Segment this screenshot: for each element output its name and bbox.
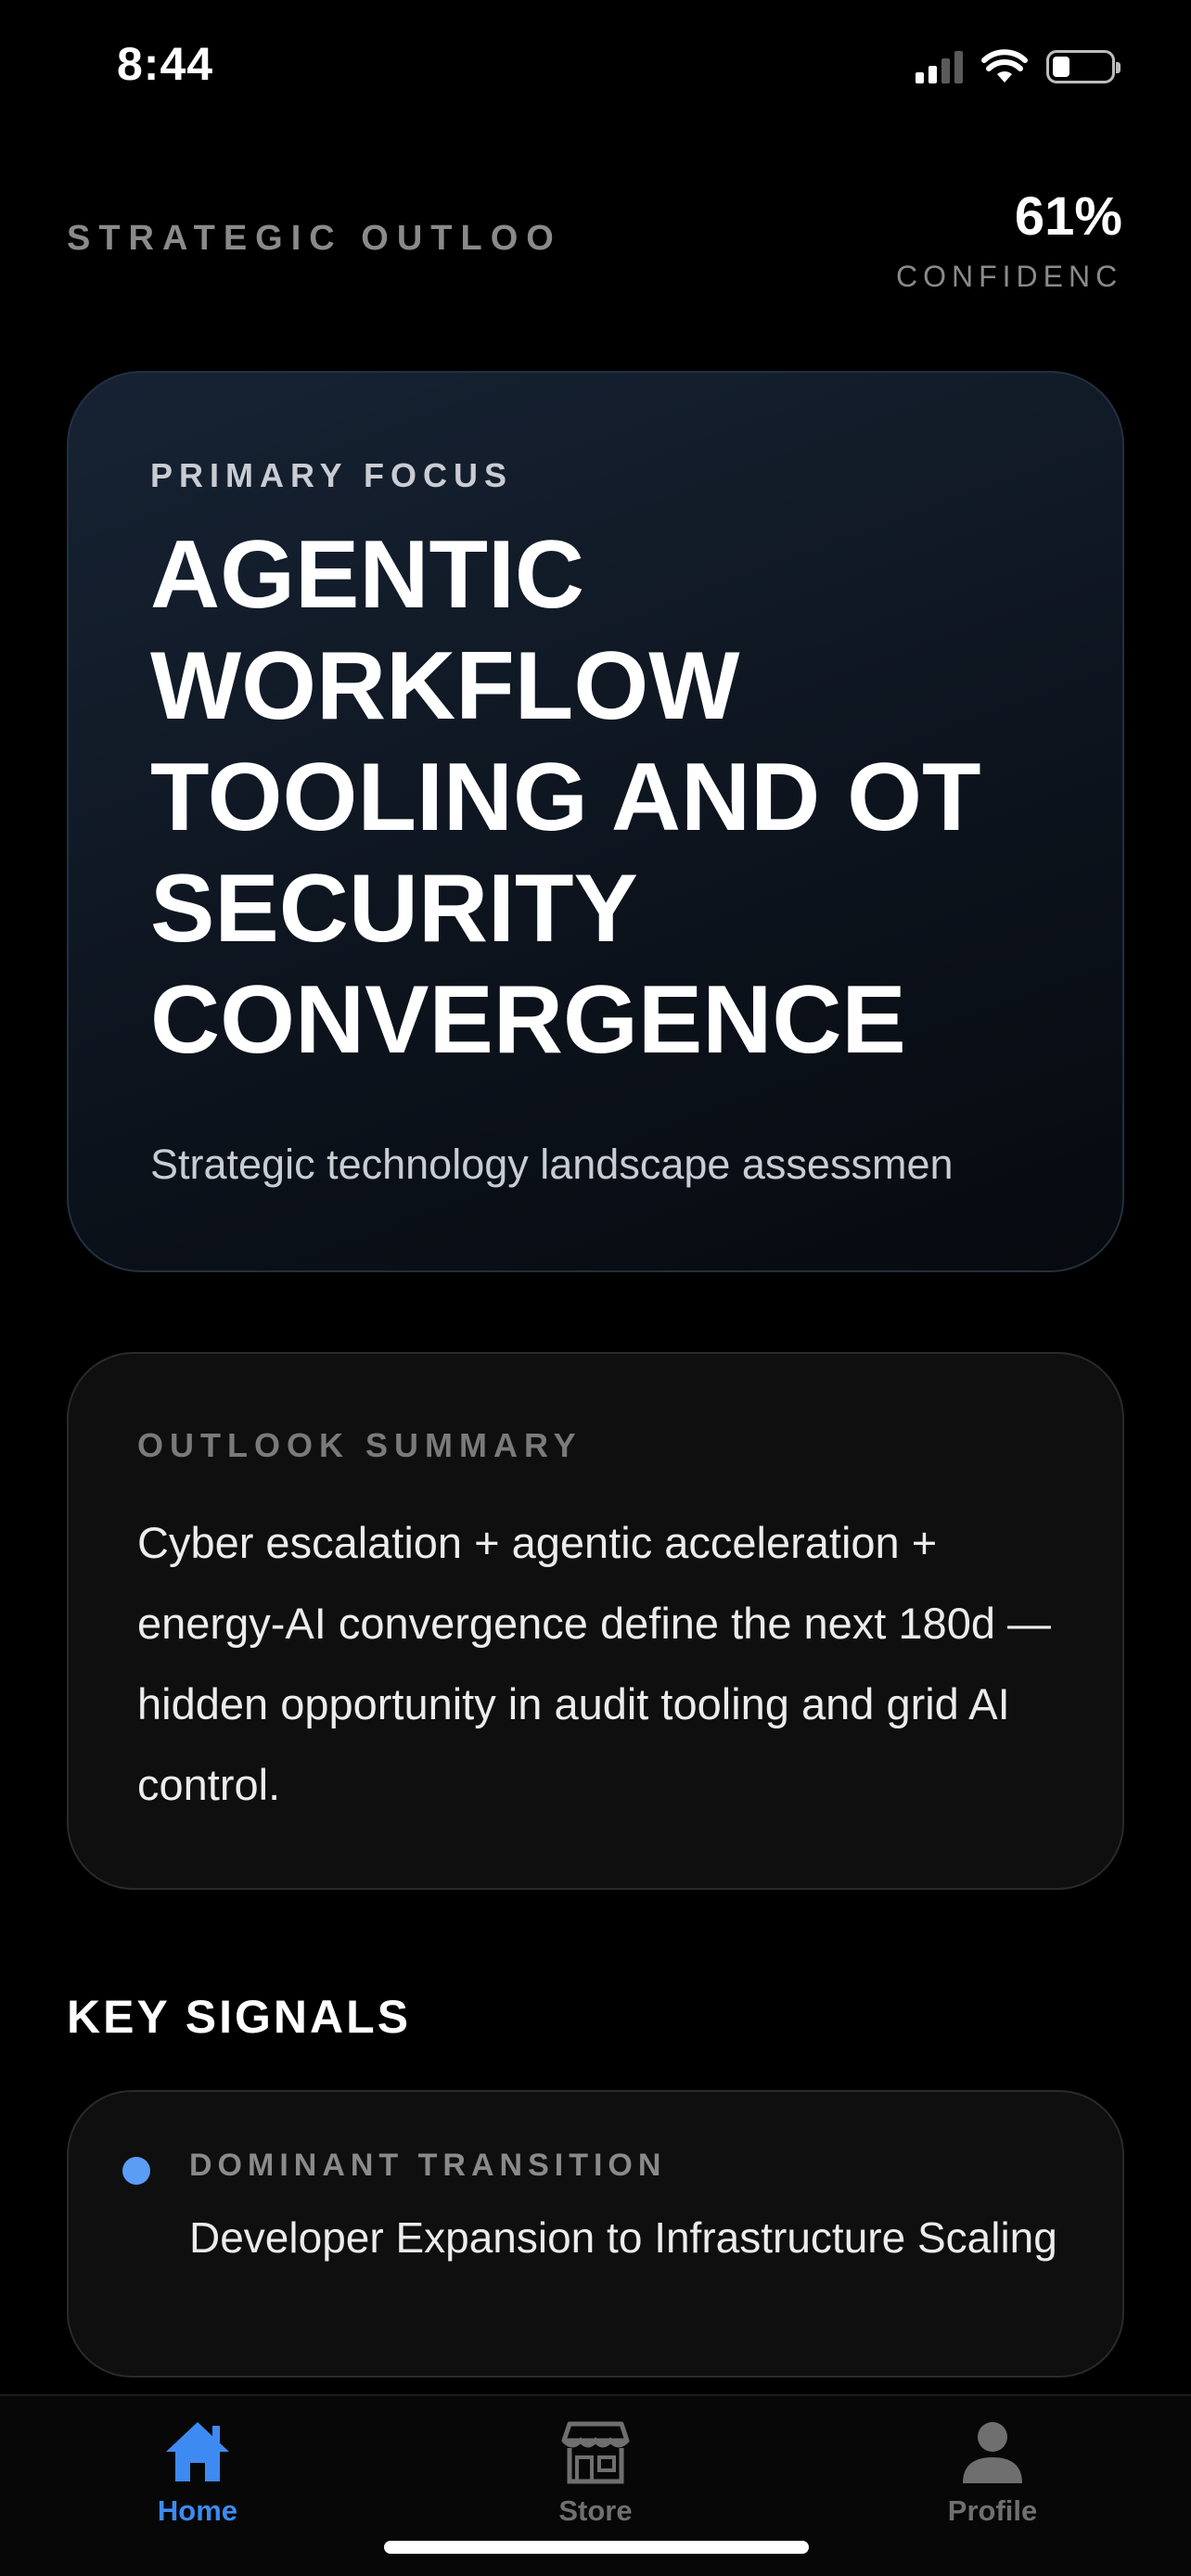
wifi-icon — [981, 49, 1028, 84]
signal-label: DOMINANT TRANSITION — [189, 2148, 667, 2183]
page-title: STRATEGIC OUTLOO — [67, 219, 562, 258]
profile-icon — [955, 2415, 1030, 2489]
tab-profile-label: Profile — [947, 2494, 1038, 2527]
outlook-summary-text: Cyber escalation + agentic acceleration + energy-AI convergence define the next 180d — hidden opportunity in audit tooling and grid AI control. — [137, 1518, 1052, 1809]
primary-focus-label: PRIMARY FOCUS — [150, 456, 514, 494]
cellular-signal-icon — [916, 50, 963, 83]
status-bar — [0, 0, 1191, 130]
status-icons — [916, 46, 1115, 87]
confidence-value: 61% — [1014, 186, 1122, 247]
outlook-summary-card — [67, 1352, 1124, 1890]
tab-profile[interactable] — [890, 2415, 1095, 2528]
tab-store[interactable] — [493, 2415, 698, 2528]
primary-focus-card — [67, 371, 1124, 1272]
home-icon — [160, 2415, 235, 2489]
tab-home-label: Home — [157, 2494, 238, 2527]
key-signals-heading: KEY SIGNALS — [67, 1991, 412, 2043]
store-icon — [558, 2415, 633, 2489]
signal-card[interactable] — [67, 2090, 1124, 2378]
tab-store-label: Store — [558, 2494, 633, 2527]
primary-focus-title: AGENTIC WORKFLOW TOOLING AND OT SECURITY CONVERGENCE — [150, 521, 981, 1074]
signal-dot-icon — [122, 2157, 150, 2185]
signal-text: Developer Expansion to Infrastructure Scaling — [189, 2213, 1057, 2262]
tab-home[interactable] — [96, 2415, 300, 2528]
primary-focus-subtitle: Strategic technology landscape assessmen — [150, 1141, 954, 1188]
battery-icon — [1046, 50, 1115, 83]
status-time: 8:44 — [117, 38, 214, 90]
home-indicator[interactable] — [384, 2541, 809, 2554]
outlook-summary-label: OUTLOOK SUMMARY — [137, 1426, 583, 1464]
confidence-label: CONFIDENC — [896, 260, 1123, 293]
